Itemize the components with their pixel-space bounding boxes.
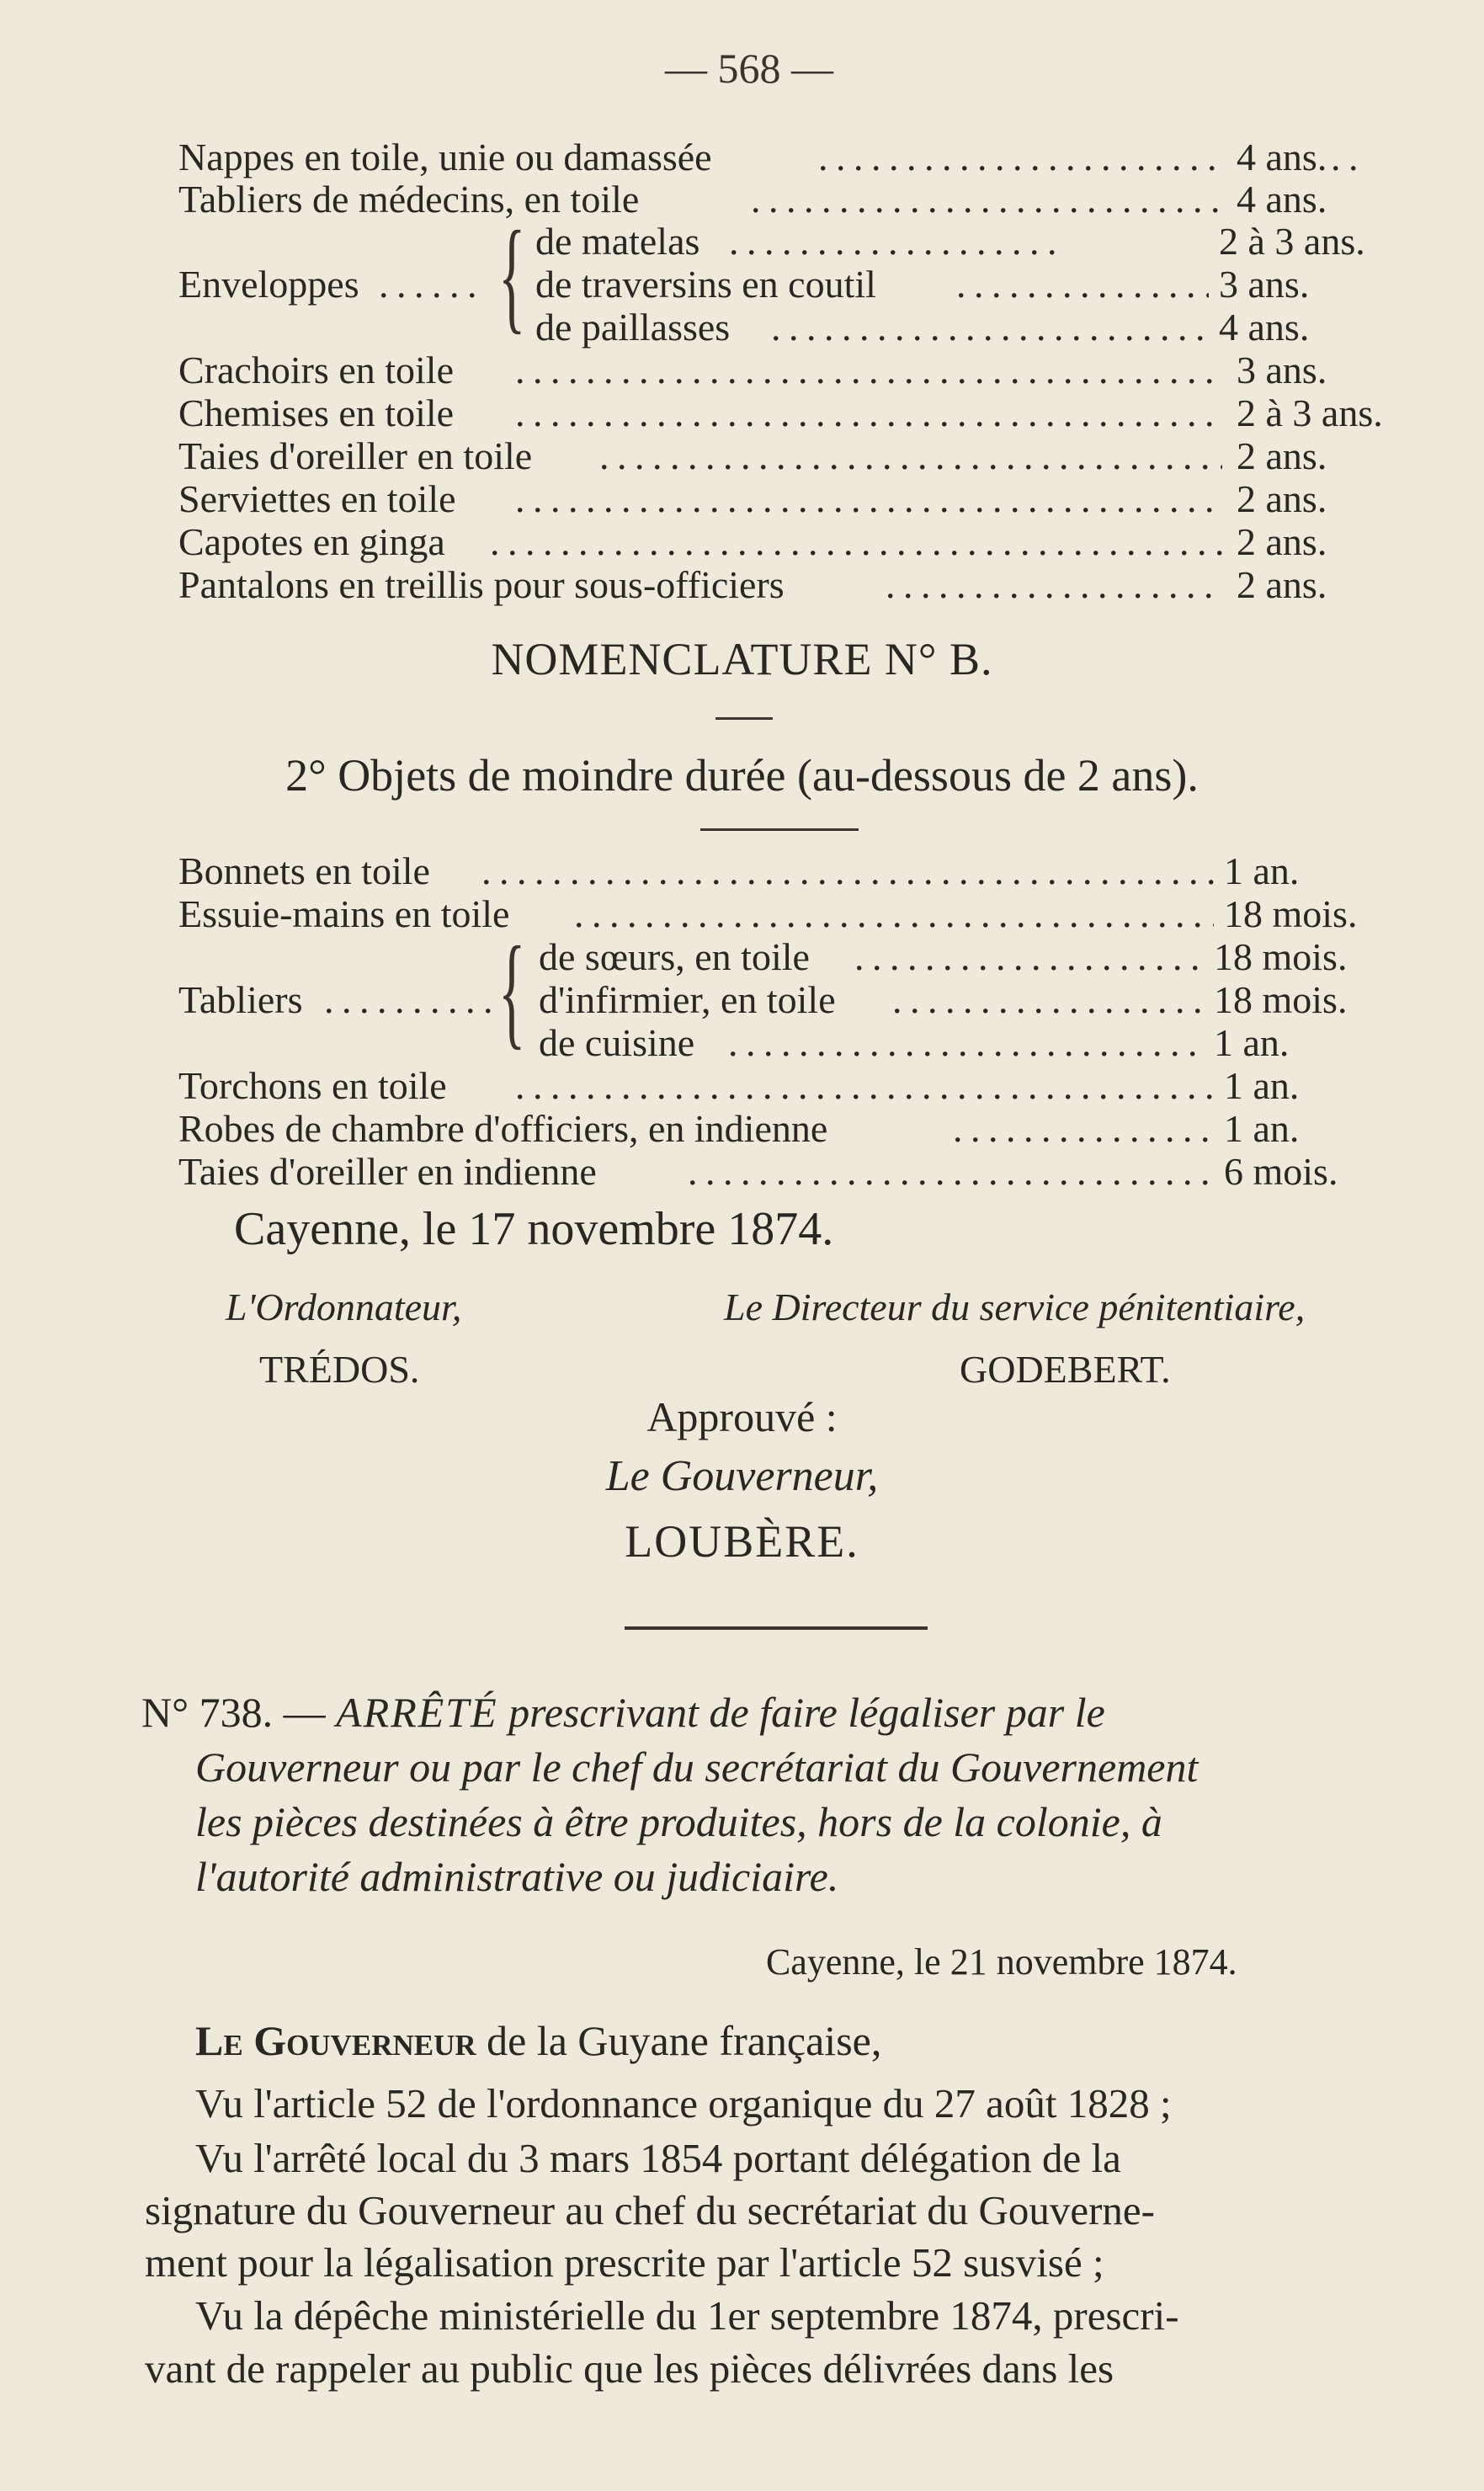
item-value: 2 ans.	[1226, 521, 1327, 563]
leader-dots	[515, 1065, 1222, 1107]
divider	[715, 717, 773, 720]
leader-dots	[953, 1108, 1222, 1150]
item-label: Robes de chambre d'officiers, en indienne	[178, 1107, 828, 1150]
item-label: d'infirmier, en toile	[539, 978, 836, 1021]
decree-heading-line-1	[141, 1688, 1421, 1742]
leader-dots	[886, 564, 1222, 606]
list-item	[178, 392, 1399, 434]
item-value: 4 ans.	[1226, 178, 1327, 221]
leader-dots	[490, 521, 1222, 563]
item-value: 18 mois.	[1214, 893, 1357, 935]
list-item	[178, 136, 1340, 178]
item-label: de paillasses	[535, 306, 731, 349]
list-item	[178, 1151, 1399, 1193]
leader-dots	[688, 1151, 1222, 1193]
leader-dots	[481, 850, 1222, 892]
item-value: 1 an.	[1214, 1108, 1299, 1150]
leader-dots	[515, 478, 1222, 520]
decree-heading-line-4: l'autorité administrative ou judiciaire.	[195, 1853, 839, 1900]
divider	[625, 1626, 928, 1630]
item-label: Taies d'oreiller en toile	[178, 434, 533, 477]
leader-dots	[771, 306, 1209, 349]
paragraph-line: Vu la dépêche ministérielle du 1er septembre 1874, prescri-	[195, 2292, 1179, 2339]
list-item	[178, 893, 1399, 935]
item-value: 2 ans.	[1226, 435, 1327, 477]
section-subtitle: 2° Objets de moindre durée (au-dessous de 2 ans).	[285, 750, 1199, 801]
leader-dots	[956, 263, 1209, 306]
leader-dots	[729, 221, 1057, 263]
list-item	[178, 1108, 1399, 1150]
list-item	[178, 178, 1340, 221]
decree-date: Cayenne, le 21 novembre 1874.	[766, 1941, 1237, 1983]
group-item	[535, 263, 1377, 306]
item-label: Crachoirs en toile	[178, 349, 455, 391]
list-item	[178, 349, 1340, 391]
decree-number: N° 738. —	[141, 1689, 326, 1736]
governor-name: LOUBÈRE.	[625, 1516, 859, 1567]
paragraph-line: Vu l'article 52 de l'ordonnance organique du 27 août 1828 ;	[195, 2080, 1172, 2126]
item-value: 18 mois.	[1204, 979, 1347, 1021]
divider	[700, 828, 859, 831]
brace: {	[498, 205, 526, 345]
item-label: Taies d'oreiller en indienne	[178, 1150, 597, 1193]
governor-title: Le Gouverneur,	[605, 1452, 879, 1500]
leader-dots	[854, 936, 1208, 978]
item-value: 18 mois.	[1204, 936, 1347, 978]
leader-dots	[599, 435, 1222, 477]
item-label: Essuie-mains en toile	[178, 892, 510, 935]
list-item	[178, 1065, 1399, 1107]
opening-text: de la Guyane française,	[487, 2017, 882, 2064]
group-item	[539, 936, 1380, 978]
page-number: — 568 —	[665, 45, 833, 92]
item-label: de traversins en coutil	[535, 263, 876, 306]
group-item	[535, 306, 1377, 349]
item-value: 1 an.	[1214, 1065, 1299, 1107]
leader-dots	[515, 392, 1222, 434]
item-value: 1 an.	[1204, 1022, 1289, 1064]
paragraph-line: ment pour la légalisation prescrite par l'article 52 susvisé ;	[145, 2239, 1104, 2286]
item-label: Capotes en ginga	[178, 520, 445, 563]
group-item	[539, 1022, 1380, 1064]
paragraph-line: signature du Gouverneur au chef du secrétariat du Gouverne-	[145, 2187, 1155, 2233]
leader-dots	[751, 178, 1222, 221]
signature-right-name: GODEBERT.	[960, 1348, 1171, 1391]
list-item	[178, 850, 1399, 892]
decree-heading-text: prescrivant de faire légaliser par le	[508, 1689, 1105, 1736]
list-item	[178, 435, 1340, 477]
item-value: 3 ans.	[1226, 349, 1327, 391]
leader-dots	[728, 1022, 1208, 1064]
item-value: 1 an.	[1214, 850, 1299, 892]
list-item	[178, 478, 1340, 520]
paragraph-line: vant de rappeler au public que les pièces délivrées dans les	[145, 2345, 1114, 2392]
group-item	[539, 979, 1380, 1021]
list-item	[178, 521, 1340, 563]
decree-opening	[195, 2016, 881, 2065]
item-label: Nappes en toile, unie ou damassée	[178, 136, 712, 178]
group-label: Tabliers	[178, 978, 303, 1021]
item-label: Torchons en toile	[178, 1064, 447, 1107]
item-value: 4 ans.	[1226, 136, 1327, 178]
leader-dots	[515, 349, 1222, 391]
signature-left-name: TRÉDOS.	[259, 1348, 420, 1391]
place-date: Cayenne, le 17 novembre 1874.	[234, 1203, 834, 1255]
list-item	[178, 564, 1340, 606]
item-label: Serviettes en toile	[178, 477, 456, 520]
item-value: 2 ans.	[1226, 478, 1327, 520]
item-label: Tabliers de médecins, en toile	[178, 178, 640, 221]
item-label: Bonnets en toile	[178, 849, 430, 892]
item-label: de matelas	[535, 220, 700, 263]
brace: {	[498, 921, 526, 1061]
paragraph-line: Vu l'arrêté local du 3 mars 1854 portant délégation de la	[195, 2135, 1121, 2181]
section-title: NOMENCLATURE N° B.	[491, 634, 993, 684]
decree-heading-line-3: les pièces destinées à être produites, hors de la colonie, à	[195, 1798, 1162, 1845]
decree-heading-line-2: Gouverneur ou par le chef du secrétariat du Gouvernement	[195, 1743, 1199, 1791]
item-value: 3 ans.	[1209, 263, 1309, 306]
item-value: 6 mois.	[1214, 1151, 1338, 1193]
signature-left-title: L'Ordonnateur,	[226, 1285, 462, 1328]
leader-dots	[574, 893, 1222, 935]
item-value: 2 à 3 ans.	[1209, 221, 1365, 263]
decree-title: ARRÊTÉ	[336, 1689, 498, 1736]
leader-dots	[379, 263, 480, 306]
group-label: Enveloppes	[178, 263, 359, 306]
item-label: Pantalons en treillis pour sous-officiers	[178, 563, 785, 606]
item-label: Chemises en toile	[178, 391, 455, 434]
item-label: de cuisine	[539, 1021, 695, 1064]
signature-right-title: Le Directeur du service pénitentiaire,	[724, 1285, 1306, 1328]
opening-smallcaps: Le Gouverneur	[195, 2017, 476, 2064]
item-value: 2 ans.	[1226, 564, 1327, 606]
approval-label: Approuvé :	[646, 1393, 838, 1440]
group-item	[535, 221, 1377, 263]
item-value: 4 ans.	[1209, 306, 1309, 349]
item-label: de sœurs, en toile	[539, 935, 810, 978]
item-value: 2 à 3 ans.	[1226, 392, 1383, 434]
leader-dots	[324, 979, 492, 1021]
leader-dots	[892, 979, 1208, 1021]
